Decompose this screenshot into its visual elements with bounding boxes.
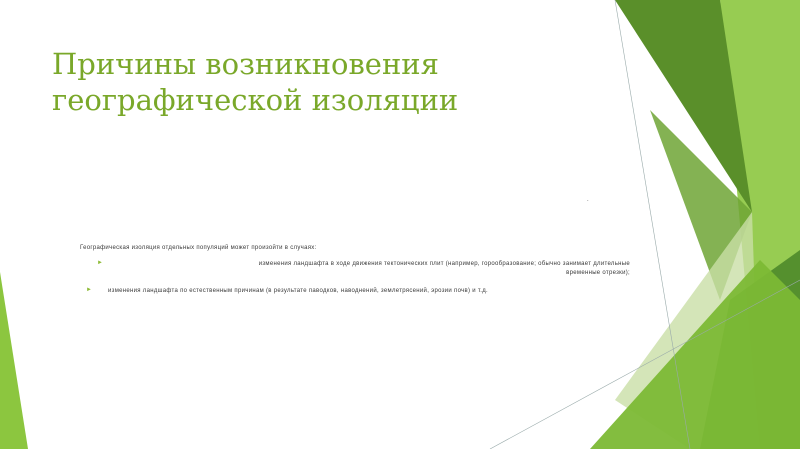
left-accent-shape bbox=[0, 272, 28, 449]
title-line-1: Причины возникновения bbox=[52, 47, 439, 81]
title-line-2: географической изоляции bbox=[52, 83, 459, 117]
bullet-item-1-line-2: временные отрезки); bbox=[566, 270, 630, 276]
bullet-arrow-icon: ► bbox=[86, 287, 93, 293]
bullet-item-2-line-1: изменения ландшафта по естественным причинам (в результате паводков, наводнений, землетрясений, эрозии почв) и т.д. bbox=[108, 288, 488, 294]
bottom-bright-shape bbox=[590, 260, 800, 449]
bullet-item-2 bbox=[108, 287, 608, 296]
bullet-item-1 bbox=[120, 260, 630, 278]
bullet-item-1-line-1: изменения ландшафта в ходе движения тектонических плит (например, горообразование; обычно занимает длительные bbox=[258, 261, 630, 267]
stray-mark: . bbox=[587, 197, 589, 203]
bullet-arrow-icon: ► bbox=[97, 260, 104, 266]
slide-title bbox=[52, 46, 572, 118]
intro-text: Географическая изоляция отдельных популяций может произойти в случаях: bbox=[80, 245, 317, 251]
